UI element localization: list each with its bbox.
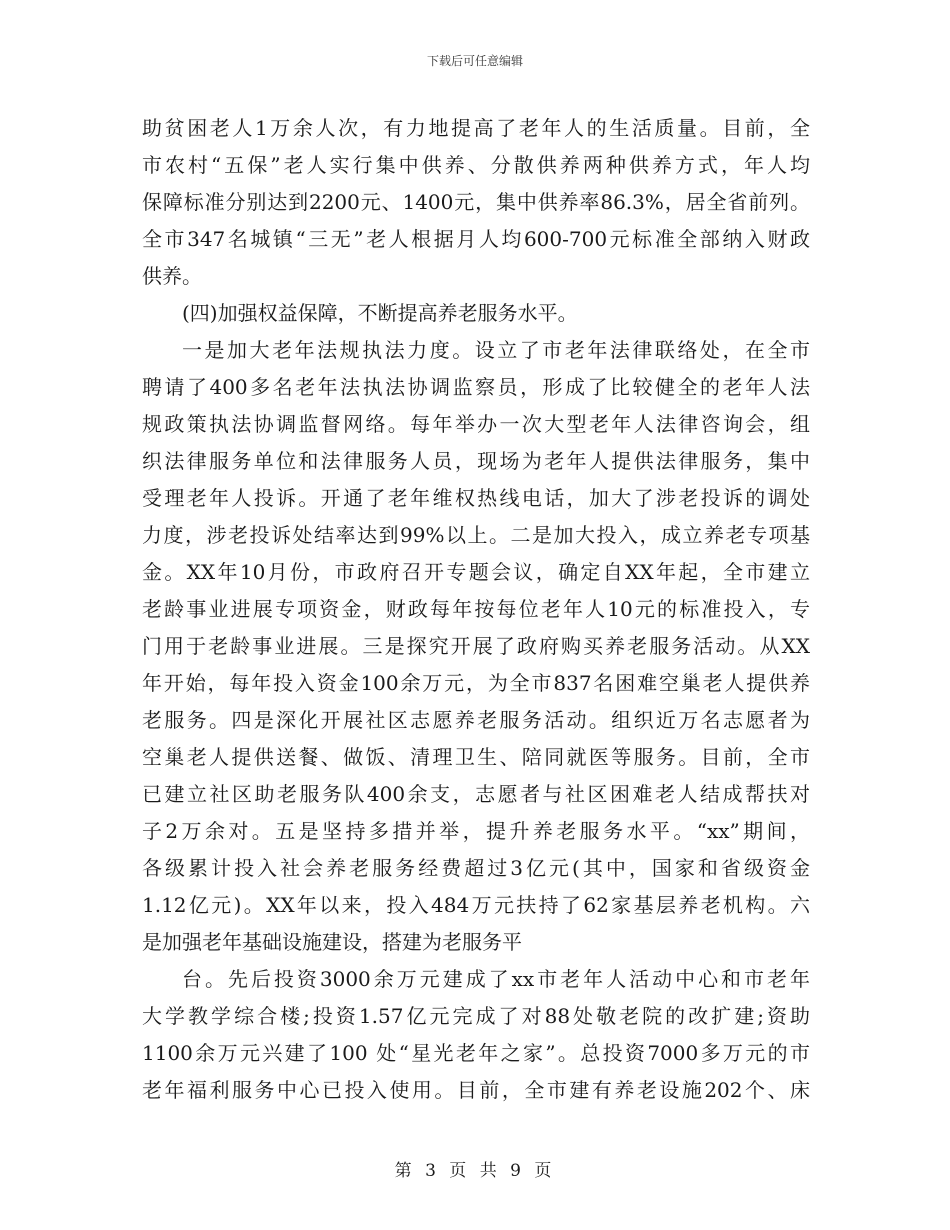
paragraph-line: 空巢老人提供送餐、做饭、清理卫生、陪同就医等服务。目前，全市 <box>142 745 810 769</box>
page-header: 下载后可任意编辑 <box>426 54 523 68</box>
paragraph-line: 1.12亿元)。XX年以来，投入484万元扶持了62家基层养老机构。六 <box>142 893 810 917</box>
paragraph-line: 供养。 <box>142 264 202 288</box>
paragraph-line: 全市347名城镇“三无”老人根据月人均600-700元标准全部纳入财政 <box>142 227 810 251</box>
paragraph-line: 老年福利服务中心已投入使用。目前，全市建有养老设施202个、床 <box>142 1078 810 1102</box>
document-body <box>142 110 810 1109</box>
paragraph-line: 台。先后投资3000余万元建成了xx市老年人活动中心和市老年 <box>182 967 810 991</box>
paragraph-line: 已建立社区助老服务队400余支，志愿者与社区困难老人结成帮扶对 <box>142 782 810 806</box>
paragraph-line: 各级累计投入社会养老服务经费超过3亿元(其中，国家和省级资金 <box>142 856 810 880</box>
paragraph-line: 大学教学综合楼;投资1.57亿元完成了对88处敬老院的改扩建;资助 <box>142 1004 810 1028</box>
section-heading: (四)加强权益保障，不断提高养老服务水平。 <box>182 301 578 325</box>
paragraph-line: 受理老年人投诉。开通了老年维权热线电话，加大了涉老投诉的调处 <box>142 486 810 510</box>
page-number: 第 3 页 共 9 页 <box>394 1161 556 1181</box>
paragraph-line: 1100余万元兴建了100 处“星光老年之家”。总投资7000多万元的市 <box>142 1041 810 1065</box>
paragraph-line: 规政策执法协调监督网络。每年举办一次大型老年人法律咨询会，组 <box>142 412 810 436</box>
paragraph-line: 助贫困老人1万余人次，有力地提高了老年人的生活质量。目前，全 <box>142 116 810 140</box>
paragraph-line: 老服务。四是深化开展社区志愿养老服务活动。组织近万名志愿者为 <box>142 708 810 732</box>
paragraph-line: 聘请了400多名老年法执法协调监察员，形成了比较健全的老年人法 <box>142 375 810 399</box>
paragraph-line: 年开始，每年投入资金100余万元，为全市837名困难空巢老人提供养 <box>142 671 810 695</box>
paragraph-line: 市农村“五保”老人实行集中供养、分散供养两种供养方式，年人均 <box>142 153 810 177</box>
paragraph-line: 老龄事业进展专项资金，财政每年按每位老年人10元的标准投入，专 <box>142 597 810 621</box>
paragraph-line: 子2万余对。五是坚持多措并举，提升养老服务水平。“xx”期间， <box>142 819 810 843</box>
paragraph-line: 力度，涉老投诉处结率达到99%以上。二是加大投入，成立养老专项基 <box>142 523 810 547</box>
paragraph-line: 织法律服务单位和法律服务人员，现场为老年人提供法律服务，集中 <box>142 449 810 473</box>
paragraph-line: 门用于老龄事业进展。三是探究开展了政府购买养老服务活动。从XX <box>142 634 810 658</box>
paragraph-line: 保障标准分别达到2200元、1400元，集中供养率86.3%，居全省前列。 <box>142 190 810 214</box>
paragraph-line: 是加强老年基础设施建设，搭建为老服务平 <box>142 930 522 954</box>
paragraph-line: 一是加大老年法规执法力度。设立了市老年法律联络处，在全市 <box>182 338 810 362</box>
paragraph-line: 金。XX年10月份，市政府召开专题会议，确定自XX年起，全市建立 <box>142 560 810 584</box>
